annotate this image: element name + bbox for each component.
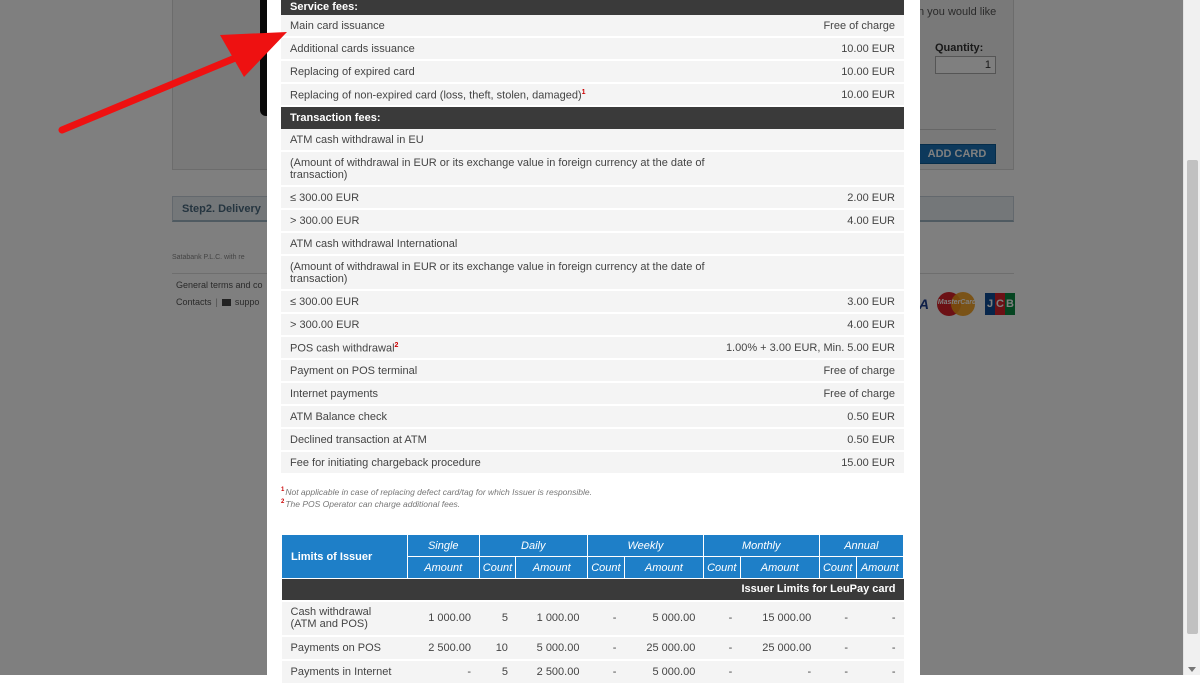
service-fees-list (281, 15, 904, 107)
fee-label (290, 87, 586, 102)
limit-value: - (703, 636, 740, 660)
scrollbar-thumb[interactable] (1187, 160, 1198, 634)
limit-value: 1 000.00 (516, 601, 588, 636)
fee-label-text: Main card issuance (290, 19, 385, 32)
limits-table (281, 534, 904, 685)
fee-row (281, 15, 904, 38)
limit-value: - (740, 660, 819, 684)
fee-row (281, 383, 904, 406)
limit-value: 25 000.00 (624, 636, 703, 660)
footnote-text: Not applicable in case of replacing defect card/tag for which Issuer is responsible. (285, 486, 592, 497)
transaction-fees-list (281, 129, 904, 475)
fee-label-text: ≤ 300.00 EUR (290, 295, 360, 308)
fee-label (290, 319, 359, 331)
count-subheader: Count (479, 557, 516, 579)
limit-value: - (856, 601, 903, 636)
limit-name: Payments in Internet (282, 660, 408, 684)
fee-label (290, 66, 415, 78)
fee-value: 0.50 EUR (847, 433, 895, 446)
fee-label-text: (Amount of withdrawal in EUR or its exchange value in foreign currency at the date of transaction) (290, 156, 705, 181)
transaction-fees-header: Transaction fees: (281, 107, 904, 129)
amount-subheader: Amount (856, 557, 903, 579)
limits-row (282, 636, 904, 660)
fee-value: 4.00 EUR (847, 318, 895, 331)
fee-row (281, 314, 904, 337)
fee-label (290, 215, 359, 227)
limit-value: 25 000.00 (740, 636, 819, 660)
fee-label-text: Fee for initiating chargeback procedure (290, 456, 481, 469)
limit-period-header: Annual (819, 535, 903, 557)
limit-period-header: Daily (479, 535, 587, 557)
limits-row (282, 660, 904, 684)
fee-label-text: > 300.00 EUR (290, 214, 360, 227)
footnote-marker: 2 (394, 342, 399, 350)
fee-value: 0.50 EUR (847, 410, 895, 423)
fee-label (290, 365, 417, 377)
limit-value: - (819, 636, 856, 660)
fee-label (290, 238, 457, 250)
limit-name: Payments on POS (282, 636, 408, 660)
fee-row (281, 210, 904, 233)
fee-label-text: Payment on POS terminal (290, 364, 418, 377)
fee-value: 10.00 EUR (841, 65, 895, 78)
fee-row (281, 61, 904, 84)
fee-label-text: Declined transaction at ATM (290, 433, 427, 446)
footnote-text: The POS Operator can charge additional fees. (285, 498, 461, 509)
limit-value: - (587, 660, 624, 684)
count-subheader: Count (587, 557, 624, 579)
fee-label (290, 20, 385, 32)
limit-value: 5 (479, 601, 516, 636)
count-subheader: Count (819, 557, 856, 579)
fee-label-text: ATM Balance check (290, 410, 388, 423)
fee-label-text: > 300.00 EUR (290, 318, 360, 331)
limit-value: - (856, 636, 903, 660)
fee-value: 2.00 EUR (847, 191, 895, 204)
limit-period-header: Weekly (587, 535, 703, 557)
fee-label (290, 411, 387, 423)
limit-name: Cash withdrawal (ATM and POS) (282, 601, 408, 636)
service-fees-header: Service fees: (281, 0, 904, 15)
fee-label-text: Additional cards issuance (290, 42, 415, 55)
fee-value: 3.00 EUR (847, 295, 895, 308)
fee-value: 10.00 EUR (841, 42, 895, 55)
limit-value: 5 000.00 (624, 601, 703, 636)
issuer-limits-section-header: Issuer Limits for LeuPay card (282, 579, 904, 601)
limit-value: 15 000.00 (740, 601, 819, 636)
count-subheader: Count (703, 557, 740, 579)
modal-content (281, 0, 904, 685)
limit-value: - (703, 660, 740, 684)
fee-row (281, 337, 904, 360)
footnote-number: 1 (281, 487, 285, 493)
fee-label (290, 43, 415, 55)
fee-label-text: ATM cash withdrawal International (290, 237, 458, 250)
fee-label-text: (Amount of withdrawal in EUR or its exchange value in foreign currency at the date of transaction) (290, 260, 705, 285)
fee-label (290, 296, 359, 308)
amount-subheader: Amount (624, 557, 703, 579)
limits-title: Limits of Issuer (282, 535, 408, 579)
fee-row (281, 256, 904, 291)
fee-value: Free of charge (823, 364, 895, 377)
limits-row (282, 601, 904, 636)
limit-value: 2 500.00 (408, 636, 480, 660)
fee-row (281, 360, 904, 383)
limit-value: - (703, 601, 740, 636)
fee-label-text: Internet payments (290, 387, 379, 400)
fee-label (290, 457, 481, 469)
fee-value: 15.00 EUR (841, 456, 895, 469)
limit-value: - (587, 601, 624, 636)
fee-row (281, 152, 904, 187)
fee-row (281, 233, 904, 256)
limit-value: - (587, 636, 624, 660)
amount-subheader: Amount (516, 557, 588, 579)
footnotes (281, 475, 904, 534)
limit-value: 10 (479, 636, 516, 660)
fee-label (290, 388, 378, 400)
fee-value: 10.00 EUR (841, 88, 895, 101)
fee-label (290, 157, 710, 181)
limit-value: 2 500.00 (516, 660, 588, 684)
limit-value: 1 000.00 (408, 601, 480, 636)
fee-label (290, 261, 710, 285)
limit-value: - (819, 601, 856, 636)
amount-subheader: Amount (408, 557, 480, 579)
fee-row (281, 187, 904, 210)
limit-value: - (819, 660, 856, 684)
fee-label-text: POS cash withdrawal (290, 342, 395, 355)
fee-row (281, 84, 904, 107)
fee-label-text: ATM cash withdrawal in EU (290, 133, 424, 146)
fee-row (281, 38, 904, 61)
limit-value: - (856, 660, 903, 684)
fee-label (290, 192, 359, 204)
fee-value: Free of charge (823, 19, 895, 32)
amount-subheader: Amount (740, 557, 819, 579)
fee-row (281, 129, 904, 152)
limit-value: 5 000.00 (624, 660, 703, 684)
fee-value: Free of charge (823, 387, 895, 400)
fees-modal (267, 0, 920, 678)
limit-value: 5 000.00 (516, 636, 588, 660)
fee-label-text: Replacing of expired card (290, 65, 415, 78)
limit-value: 5 (479, 660, 516, 684)
footnote (281, 497, 904, 509)
limit-period-header: Monthly (703, 535, 819, 557)
fee-label (290, 134, 424, 146)
footnote (281, 485, 904, 497)
limit-period-header: Single (408, 535, 480, 557)
footnote-marker: 1 (581, 89, 586, 97)
fee-label (290, 434, 427, 446)
fee-row (281, 452, 904, 475)
limit-value: - (408, 660, 480, 684)
fee-row (281, 429, 904, 452)
fee-row (281, 406, 904, 429)
fee-value: 4.00 EUR (847, 214, 895, 227)
fee-value: 1.00% + 3.00 EUR, Min. 5.00 EUR (725, 341, 895, 354)
fee-label-text: ≤ 300.00 EUR (290, 191, 360, 204)
scroll-down-arrow-icon[interactable] (1188, 667, 1196, 672)
fee-label (290, 340, 398, 355)
fee-row (281, 291, 904, 314)
page-scrollbar[interactable] (1183, 0, 1200, 675)
footnote-number: 2 (281, 498, 285, 505)
fee-label-text: Replacing of non-expired card (loss, theft, stolen, damaged) (290, 89, 582, 102)
